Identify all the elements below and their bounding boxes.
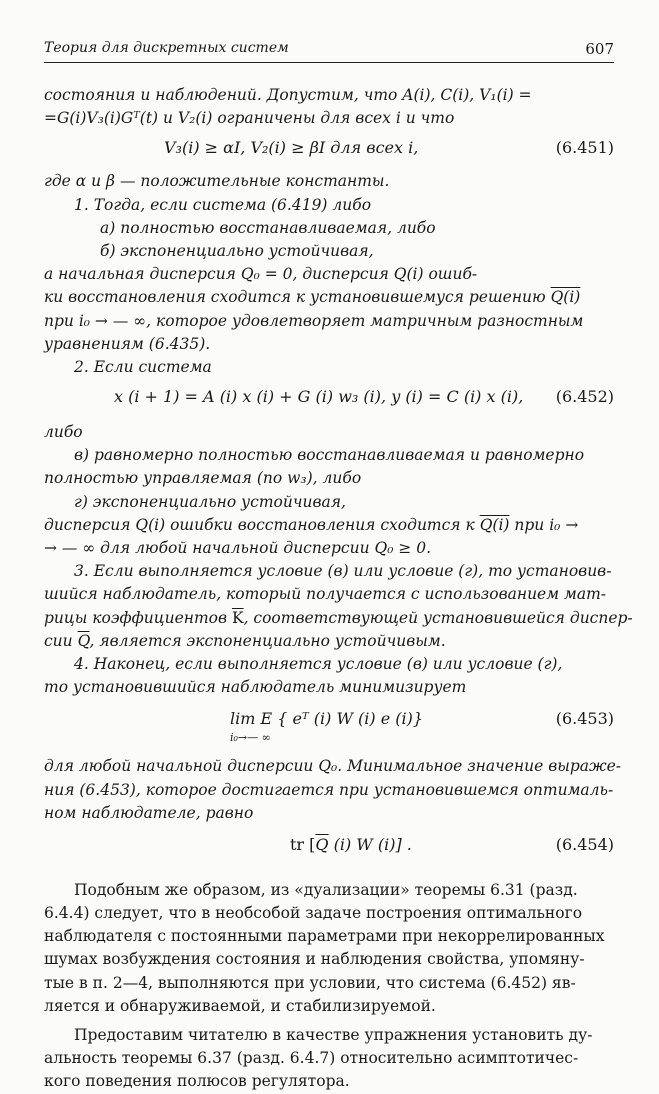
page-body bbox=[44, 84, 633, 1094]
paragraph-line: Предоставим читателю в качестве упражнения установить ду- bbox=[74, 1026, 593, 1044]
text-line: то установившийся наблюдатель минимизирует bbox=[44, 678, 467, 697]
text-line bbox=[44, 630, 614, 653]
equation-number: (6.452) bbox=[555, 387, 614, 407]
equation-6-454 bbox=[44, 825, 614, 869]
text-span: сии bbox=[44, 631, 73, 650]
text-line: шийся наблюдатель, который получается с использованием мат- bbox=[44, 585, 607, 604]
equation-formula: lim E { eᵀ (i) W (i) e (i)} bbox=[230, 709, 424, 729]
text-span: рицы коэффициентов bbox=[44, 608, 228, 627]
trace-operator: tr [ bbox=[290, 834, 316, 854]
equation-6-453 bbox=[44, 699, 614, 755]
text-line: =G(i)V₃(i)Gᵀ(t) и V₂(i) ограничены для всех i и что bbox=[44, 109, 455, 128]
text-line: 4. Наконец, если выполняется условие (в) или условие (г), bbox=[74, 654, 563, 673]
overlined-symbol: $\overline{K}$ bbox=[231, 608, 244, 627]
paragraph-line: ляется и обнаруживаемой, и стабилизируемой. bbox=[44, 996, 436, 1015]
text-line: состояния и наблюдений. Допустим, что A(i), C(i), V₁(i) = bbox=[44, 86, 532, 104]
overlined-symbol: Q(i) bbox=[479, 515, 510, 534]
text-span: при i₀ → bbox=[514, 515, 579, 534]
text-line: ном наблюдателе, равно bbox=[44, 803, 254, 822]
paragraph-line: тые в п. 2—4, выполняются при условии, что система (6.452) яв- bbox=[44, 973, 576, 992]
text-line: б) экспоненциально устойчивая, bbox=[100, 241, 374, 260]
equation-number: (6.451) bbox=[555, 138, 614, 158]
equation-number: (6.453) bbox=[555, 709, 614, 729]
text-line: а начальная дисперсия Q₀ = 0, дисперсия Q(i) ошиб- bbox=[44, 265, 478, 284]
text-line: для любой начальной дисперсии Q₀. Минимальное значение выраже- bbox=[44, 757, 622, 776]
paragraph-line: Подобным же образом, из «дуализации» теоремы 6.31 (разд. bbox=[74, 880, 578, 899]
equation-6-452 bbox=[44, 379, 614, 421]
text-span: , является экспоненциально устойчивым. bbox=[89, 631, 446, 650]
paragraph-line: шумах возбуждения состояния и наблюдения свойства, упомяну- bbox=[44, 950, 585, 969]
text-line: при i₀ → — ∞, которое удовлетворяет матричным разностным bbox=[44, 311, 584, 330]
paragraph-line: альность теоремы 6.37 (разд. 6.4.7) относительно асимптотичес- bbox=[44, 1049, 579, 1068]
text-line bbox=[44, 607, 633, 630]
text-line: либо bbox=[44, 423, 83, 442]
text-line: в) равномерно полностью восстанавливаемая и равномерно bbox=[74, 446, 585, 465]
equation-6-451 bbox=[44, 130, 614, 170]
text-line: ния (6.453), которое достигается при установившемся оптималь- bbox=[44, 780, 614, 799]
text-line: 3. Если выполняется условие (в) или условие (г), то установив- bbox=[74, 562, 612, 581]
text-line bbox=[44, 286, 614, 309]
equation-formula bbox=[290, 835, 412, 854]
text-span: ки восстановления сходится к установившемуся решению bbox=[44, 288, 546, 307]
overlined-symbol: Q(i) bbox=[550, 288, 581, 307]
paragraph-line: наблюдателя с постоянными параметрами при некоррелированных bbox=[44, 927, 605, 946]
overlined-symbol: $\overline{Q}$ bbox=[77, 631, 90, 650]
text-line: полностью управляемая (по w₃), либо bbox=[44, 469, 362, 488]
text-line: 2. Если система bbox=[74, 357, 212, 376]
text-span: , соответствующей установившейся диспер- bbox=[243, 608, 633, 627]
equation-number: (6.454) bbox=[555, 834, 614, 854]
equation-formula: x (i + 1) = A (i) x (i) + G (i) w₃ (i), y (i) = C (i) x (i), bbox=[114, 387, 524, 407]
limit-subscript: i₀→— ∞ bbox=[230, 731, 271, 745]
text-span: (i) W (i)] . bbox=[328, 834, 412, 854]
overlined-symbol: $\overline{Q}$ bbox=[315, 834, 329, 854]
text-line: а) полностью восстанавливаемая, либо bbox=[100, 218, 436, 237]
text-line: 1. Тогда, если система (6.419) либо bbox=[74, 195, 372, 214]
page-number: 607 bbox=[585, 40, 614, 58]
equation-formula: V₃(i) ≥ αI, V₂(i) ≥ βI для всех i, bbox=[164, 138, 419, 158]
text-span: дисперсия Q(i) ошибки восстановления сходится к bbox=[44, 515, 475, 534]
paragraph-line: 6.4.4) следует, что в необсобой задаче построения оптимального bbox=[44, 904, 583, 923]
text-line bbox=[44, 514, 614, 537]
text-line: г) экспоненциально устойчивая, bbox=[74, 492, 346, 511]
text-line: где α и β — положительные константы. bbox=[44, 172, 390, 191]
running-title: Теория для дискретных систем bbox=[44, 40, 289, 56]
paragraph-line: кого поведения полюсов регулятора. bbox=[44, 1072, 350, 1091]
text-line: уравнениям (6.435). bbox=[44, 334, 211, 353]
text-line: → — ∞ для любой начальной дисперсии Q₀ ≥ 0. bbox=[44, 539, 432, 557]
running-header bbox=[44, 40, 614, 63]
